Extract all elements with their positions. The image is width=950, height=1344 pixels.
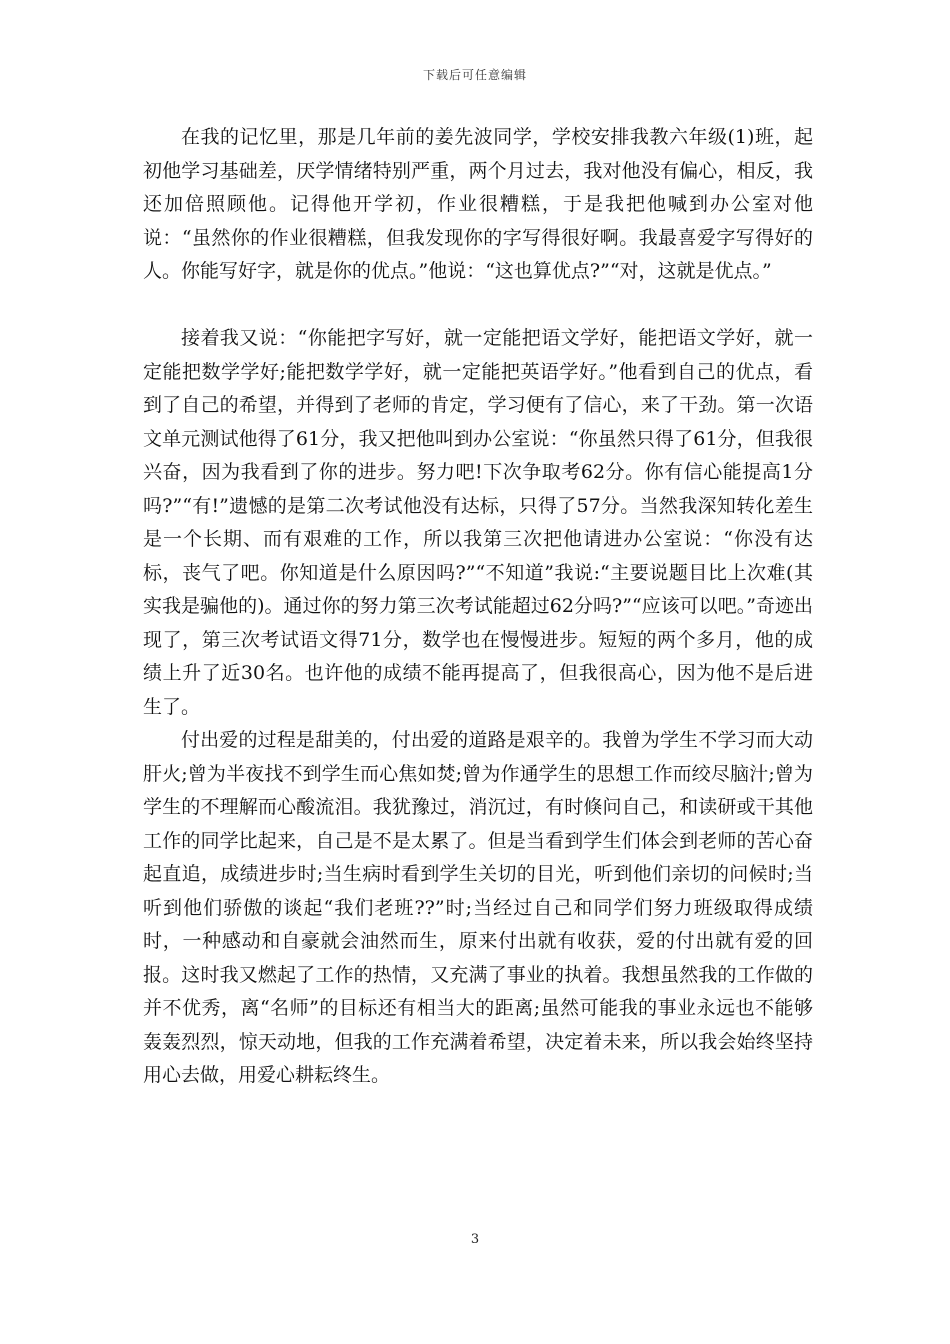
paragraph-2: 接着我又说：“你能把字写好，就一定能把语文学好，能把语文学好，就一定能把数学学好;能把数学学好，就一定能把英语学好。”他看到自己的优点，看到了自己的希望，并得到了老师的肯定，学习便有了信心，来了干劲。第一次语文单元测试他得了61分，我又把他叫到办公室说：“你虽然只得了61分，但我很兴奋，因为我看到了你的进步。努力吧!下次争取考62分。你有信心能提高1分吗?”“有!”遗憾的是第二次考试他没有达标，只得了57分。当然我深知转化差生是一个长期、而有艰难的工作，所以我第三次把他请进办公室说：“你没有达标，丧气了吧。你知道是什么原因吗?”“不知道”我说:“主要说题目比上次难(其实我是骗他的)。通过你的努力第三次考试能超过62分吗?”“应该可以吧。”奇迹出现了，第三次考试语文得71分，数学也在慢慢进步。短短的两个多月，他的成绩上升了近30名。也许他的成绩不能再提高了，但我很高心，因为他不是后进生了。 <box>143 327 813 718</box>
page-header: 下载后可任意编辑 <box>422 68 527 82</box>
document-body <box>143 121 813 1093</box>
page-number: 3 <box>470 1232 480 1247</box>
paragraph-3: 付出爱的过程是甜美的，付出爱的道路是艰辛的。我曾为学生不学习而大动肝火;曾为半夜找不到学生而心焦如焚;曾为作通学生的思想工作而绞尽脑汁;曾为学生的不理解而心酸流泪。我犹豫过，消沉过，有时倏问自己，和读研或干其他工作的同学比起来，自己是不是太累了。但是当看到学生们体会到老师的苦心奋起直追，成绩进步时;当生病时看到学生关切的目光，听到他们亲切的问候时;当听到他们骄傲的谈起“我们老班??”时;当经过自己和同学们努力班级取得成绩时，一种感动和自豪就会油然而生，原来付出就有收获，爱的付出就有爱的回报。这时我又燃起了工作的热情，又充满了事业的执着。我想虽然我的工作做的并不优秀，离“名师”的目标还有相当大的距离;虽然可能我的事业永远也不能够轰轰烈烈，惊天动地，但我的工作充满着希望，决定着未来，所以我会始终坚持用心去做，用爱心耕耘终生。 <box>143 729 813 1086</box>
paragraph-1: 在我的记忆里，那是几年前的姜先波同学，学校安排我教六年级(1)班，起初他学习基础差，厌学情绪特别严重，两个月过去，我对他没有偏心，相反，我还加倍照顾他。记得他开学初，作业很糟糕，于是我把他喊到办公室对他说：“虽然你的作业很糟糕，但我发现你的字写得很好啊。我最喜爱字写得好的人。你能写好字，就是你的优点。”他说：“这也算优点?”“对，这就是优点。” <box>143 126 813 282</box>
